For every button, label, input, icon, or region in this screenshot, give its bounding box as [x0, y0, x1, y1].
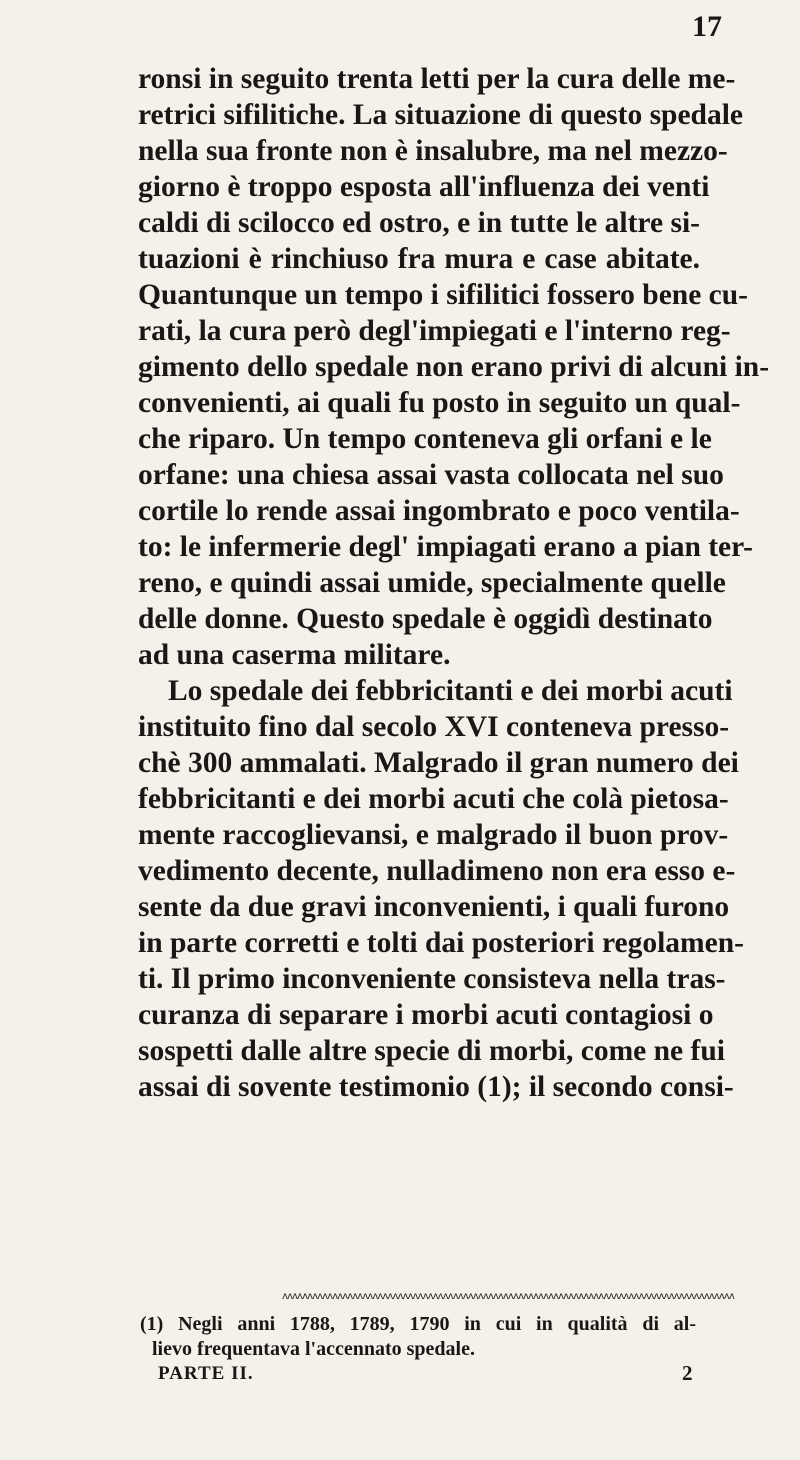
text-line: febbricitanti e dei morbi acuti che colà pietosa-	[138, 783, 729, 815]
signature-mark: 2	[682, 1361, 693, 1385]
text-line: Quantunque un tempo i sifilitici fossero bene cu-	[138, 279, 748, 311]
text-line: tuazioni è rinchiuso fra mura e case abitate.	[138, 243, 700, 275]
signature-part: PARTE II.	[158, 1363, 254, 1384]
text-line: sente da due gravi inconvenienti, i quali furono	[138, 891, 730, 923]
text-line: sospetti dalle altre specie di morbi, come ne fui	[138, 1035, 725, 1067]
text-line: vedimento decente, nulladimeno non era esso e-	[138, 855, 736, 887]
text-line: mente raccoglievansi, e malgrado il buon prov-	[138, 819, 729, 851]
text-line: instituito fino dal secolo XVI conteneva presso-	[138, 711, 730, 743]
text-line: che riparo. Un tempo conteneva gli orfani e le	[138, 423, 712, 455]
footnote-divider: ʌʌʌʌʌʌʌʌʌʌʌʌʌʌʌʌʌʌʌʌʌʌʌʌʌʌʌʌʌʌʌʌʌʌʌʌʌʌʌʌʌʌʌʌʌʌʌʌʌʌʌʌʌʌʌʌʌʌʌʌʌʌʌʌʌʌʌʌʌʌʌʌʌʌʌʌʌʌʌʌʌʌʌʌʌʌʌʌʌʌ	[282, 1291, 734, 1302]
text-line: chè 300 ammalati. Malgrado il gran numero dei	[138, 747, 739, 779]
text-line: cortile lo rende assai ingombrato e poco ventila-	[138, 495, 740, 527]
text-line: gimento dello spedale non erano privi di alcuni in-	[138, 351, 770, 383]
text-line: Lo spedale dei febbricitanti e dei morbi acuti	[168, 675, 733, 707]
text-line: ronsi in seguito trenta letti per la cura delle me-	[138, 63, 736, 95]
text-line: orfane: una chiesa assai vasta collocata nel suo	[138, 459, 724, 491]
text-line: giorno è troppo esposta all'influenza dei venti	[138, 171, 710, 203]
text-line: curanza di separare i morbi acuti contagiosi o	[138, 999, 714, 1031]
text-line: ad una caserma militare.	[138, 639, 451, 671]
text-line: assai di sovente testimonio (1); il secondo consi-	[138, 1071, 734, 1103]
text-line: ti. Il primo inconveniente consisteva nella tras-	[138, 963, 726, 995]
text-line: rati, la cura però degl'impiegati e l'interno reg-	[138, 315, 731, 347]
text-line: convenienti, ai quali fu posto in seguito un qual-	[138, 387, 741, 419]
text-line: in parte corretti e tolti dai posteriori regolamen-	[138, 927, 744, 959]
text-line: reno, e quindi assai umide, specialmente quelle	[138, 567, 726, 599]
text-line: nella sua fronte non è insalubre, ma nel mezzo-	[138, 135, 728, 167]
text-line: delle donne. Questo spedale è oggidì destinato	[138, 603, 713, 635]
text-line: retrici sifilitiche. La situazione di questo spedale	[138, 99, 743, 131]
text-line: to: le infermerie degl' impiagati erano a pian ter-	[138, 531, 753, 563]
footnote-line: lievo frequentava l'accennato spedale.	[152, 1338, 475, 1360]
footnote-line: (1) Negli anni 1788, 1789, 1790 in cui in qualità di al-	[140, 1313, 696, 1335]
text-line: caldi di scilocco ed ostro, e in tutte le altre si-	[138, 207, 700, 239]
page-number: 17	[692, 10, 722, 43]
